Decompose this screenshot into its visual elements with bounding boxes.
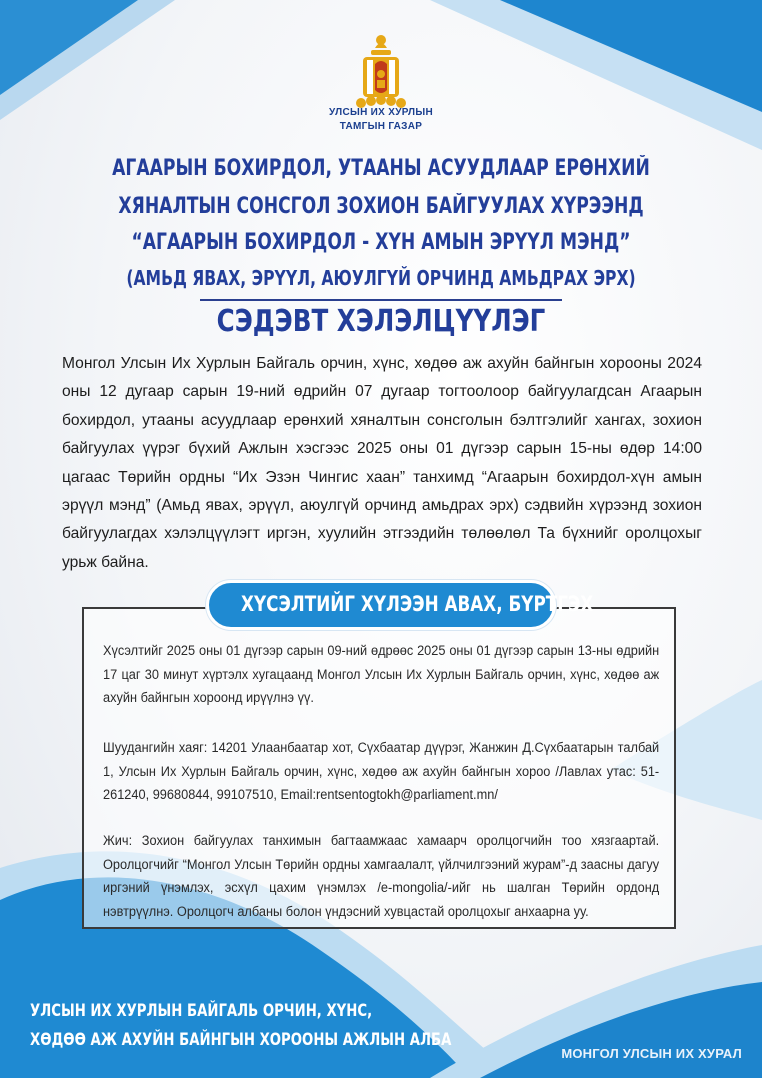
brand-watermark: МОНГОЛ УЛСЫН ИХ ХУРАЛ <box>561 1046 742 1061</box>
title-divider <box>200 299 562 301</box>
emblem-caption-line1: УЛСЫН ИХ ХУРЛЫН <box>329 107 433 118</box>
registration-deadline-paragraph: Хүсэлтийг 2025 оны 01 дүгээр сарын 09-ний өдрөөс 2025 оны 01 дүгээр сарын 13-ны өдрийн 17 цаг 30 минут хүртэлх хугацаанд Монгол Улсын Их Хурлын Байгаль орчин, хүнс, хөдөө аж ахуйн байнгын хороонд ирүүлнэ үү. <box>103 643 660 706</box>
registration-note-paragraph: Жич: Зохион байгуулах танхимын багтаамжаас хамаарч оролцогчийн тоо хязгаартай. Оролцогчийг “Монгол Улсын Төрийн ордны хамгаалалт, үйлчилгээний журам”-д заасны дагуу иргэний үнэмлэх, эсхүл цахим үнэмлэх /e-mongolia/-ийг нь шалган Төрийн ордонд нэвтрүүлнэ. Оролцогч албаны болон үндэсний хувцастай оролцохыг анхаарна уу. <box>103 833 660 920</box>
intro-paragraph: Монгол Улсын Их Хурлын Байгаль орчин, хүнс, хөдөө аж ахуйн байнгын хорооны 2024 оны 12 дугаар сарын 19-ний өдрийн 07 дугаар тогтоолоор байгуулагдсан Агаарын бохирдол, утааны асуудлаар ерөнхий хяналтын сонсголын бэлтгэлийг хангах, зохион байгуулах үүрэг бүхий Ажлын хэсгээс 2025 оны 01 дүгээр сарын 15-ны өдөр 14:00 цагаас Төрийн ордны “Их Эзэн Чингис хаан” танхимд “Агаарын бохирдол-хүн амын эрүүл мэнд” (Амьд явах, эрүүл, аюулгүй орчинд амьдрах эрх) сэдвийн хүрээнд зохион байгуулагдах хэлэлцүүлэгт иргэн, хуулийн этгээдийн төлөөлөл Та бүхнийг оролцохыг урьж байна. <box>62 355 702 571</box>
footer-organization-line2: ХӨДӨӨ АЖ АХУЙН БАЙНГЫН ХОРООНЫ АЖЛЫН АЛБА <box>30 1030 452 1050</box>
footer-organization-line1: УЛСЫН ИХ ХУРЛЫН БАЙГАЛЬ ОРЧИН, ХҮНС, <box>30 1001 373 1021</box>
emblem-caption-line2: ТАМГЫН ГАЗАР <box>339 121 423 132</box>
registration-address-paragraph: Шуудангийн хаяг: 14201 Улаанбаатар хот, Сүхбаатар дүүрэг, Жанжин Д.Сүхбаатарын талбай 1, Улсын Их Хурлын Байгаль орчин, хүнс, хөдөө аж ахуйн байнгын хороо /Лавлах утас: 51-261240, 99680844, 99107510, Email:rentsentogtokh@parliament.mn/ <box>103 740 660 803</box>
title-line-3: “АГААРЫН БОХИРДОЛ - ХҮН АМЫН ЭРҮҮЛ МЭНД” <box>131 230 631 255</box>
registration-heading: ХҮСЭЛТИЙГ ХҮЛЭЭН АВАХ, БҮРТГЭХ <box>241 592 594 616</box>
title-line-4: (АМЬД ЯВАХ, ЭРҮҮЛ, АЮУЛГҮЙ ОРЧИНД АМЬДРАХ ЭРХ) <box>126 266 636 290</box>
subject-heading: СЭДЭВТ ХЭЛЭЛЦҮҮЛЭГ <box>216 304 546 339</box>
title-line-2: ХЯНАЛТЫН СОНСГОЛ ЗОХИОН БАЙГУУЛАХ ХҮРЭЭНД <box>118 194 644 219</box>
title-line-1: АГААРЫН БОХИРДОЛ, УТААНЫ АСУУДЛААР ЕРӨНХИЙ <box>112 156 650 181</box>
